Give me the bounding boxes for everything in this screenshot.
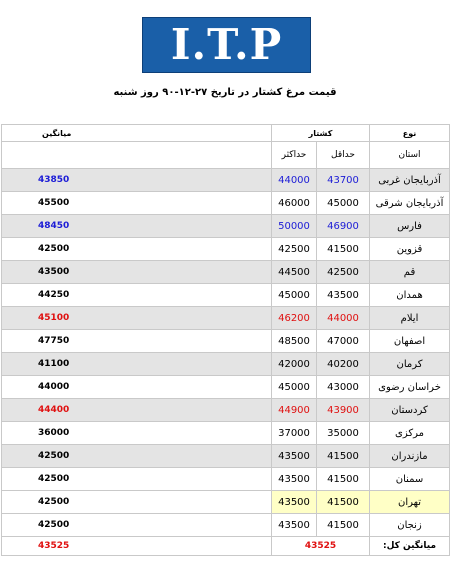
max-cell: 43500 <box>272 445 317 468</box>
table-row <box>2 491 450 514</box>
min-cell: 45000 <box>317 192 370 215</box>
subheader-empty <box>2 142 272 169</box>
header-type: نوع <box>370 125 450 142</box>
table-row <box>2 422 450 445</box>
max-cell: 46000 <box>272 192 317 215</box>
min-cell: 43500 <box>317 284 370 307</box>
min-cell: 40200 <box>317 353 370 376</box>
min-cell: 43700 <box>317 169 370 192</box>
average-cell: 47750 <box>2 330 272 353</box>
header-slaughter: کشتار <box>272 125 370 142</box>
max-cell: 45000 <box>272 284 317 307</box>
total-average-row <box>2 537 450 556</box>
min-cell: 35000 <box>317 422 370 445</box>
table-row <box>2 284 450 307</box>
province-cell: خراسان رضوی <box>370 376 450 399</box>
page-title: قیمت مرغ کشتار در تاریخ ۲۷-۱۲-۹۰ روز شنبه <box>113 87 337 98</box>
min-cell: 43900 <box>317 399 370 422</box>
max-cell: 43500 <box>272 491 317 514</box>
table-row <box>2 192 450 215</box>
table-row <box>2 399 450 422</box>
table-subheader-row <box>2 142 450 169</box>
max-cell: 45000 <box>272 376 317 399</box>
average-cell: 36000 <box>2 422 272 445</box>
average-cell: 44000 <box>2 376 272 399</box>
logo-text: I.T.P <box>170 20 283 69</box>
min-cell: 46900 <box>317 215 370 238</box>
average-cell: 42500 <box>2 238 272 261</box>
table-row <box>2 514 450 537</box>
max-cell: 44900 <box>272 399 317 422</box>
average-cell: 42500 <box>2 468 272 491</box>
average-cell: 45500 <box>2 192 272 215</box>
province-cell: زنجان <box>370 514 450 537</box>
province-cell: فارس <box>370 215 450 238</box>
max-cell: 42500 <box>272 238 317 261</box>
province-cell: ایلام <box>370 307 450 330</box>
average-cell: 42500 <box>2 514 272 537</box>
total-average-label: میانگین کل: <box>370 537 450 556</box>
min-cell: 41500 <box>317 238 370 261</box>
max-cell: 48500 <box>272 330 317 353</box>
table-row <box>2 376 450 399</box>
header-average: میانگین <box>2 125 272 142</box>
header-max: حداکثر <box>272 142 317 169</box>
min-cell: 44000 <box>317 307 370 330</box>
header-min: حداقل <box>317 142 370 169</box>
province-cell: همدان <box>370 284 450 307</box>
table-row <box>2 353 450 376</box>
min-cell: 41500 <box>317 514 370 537</box>
province-cell: قزوین <box>370 238 450 261</box>
table-row <box>2 307 450 330</box>
province-cell: مازندران <box>370 445 450 468</box>
max-cell: 43500 <box>272 514 317 537</box>
table-row <box>2 261 450 284</box>
header-provinces: استان <box>370 142 450 169</box>
average-cell: 45100 <box>2 307 272 330</box>
min-cell: 42500 <box>317 261 370 284</box>
table-header-row <box>2 125 450 142</box>
province-cell: آذربایجان غربی <box>370 169 450 192</box>
table-row <box>2 445 450 468</box>
province-cell: تهران <box>370 491 450 514</box>
table-row <box>2 330 450 353</box>
province-cell: آذربایجان شرقی <box>370 192 450 215</box>
table-row <box>2 169 450 192</box>
min-cell: 41500 <box>317 468 370 491</box>
table-row <box>2 215 450 238</box>
province-cell: کرمان <box>370 353 450 376</box>
average-cell: 43850 <box>2 169 272 192</box>
price-table <box>1 124 450 556</box>
max-cell: 43500 <box>272 468 317 491</box>
max-cell: 37000 <box>272 422 317 445</box>
average-cell: 42500 <box>2 445 272 468</box>
average-cell: 44250 <box>2 284 272 307</box>
min-cell: 47000 <box>317 330 370 353</box>
average-cell: 44400 <box>2 399 272 422</box>
max-cell: 44500 <box>272 261 317 284</box>
total-average-cell: 43525 <box>2 537 272 556</box>
min-cell: 41500 <box>317 445 370 468</box>
table-row <box>2 238 450 261</box>
province-cell: قم <box>370 261 450 284</box>
max-cell: 42000 <box>272 353 317 376</box>
max-cell: 46200 <box>272 307 317 330</box>
total-middle-cell: 43525 <box>272 537 370 556</box>
province-cell: سمنان <box>370 468 450 491</box>
province-cell: اصفهان <box>370 330 450 353</box>
average-cell: 43500 <box>2 261 272 284</box>
min-cell: 41500 <box>317 491 370 514</box>
province-cell: کردستان <box>370 399 450 422</box>
table-row <box>2 468 450 491</box>
province-cell: مرکزی <box>370 422 450 445</box>
min-cell: 43000 <box>317 376 370 399</box>
max-cell: 44000 <box>272 169 317 192</box>
max-cell: 50000 <box>272 215 317 238</box>
average-cell: 42500 <box>2 491 272 514</box>
average-cell: 48450 <box>2 215 272 238</box>
itp-logo <box>142 17 311 73</box>
average-cell: 41100 <box>2 353 272 376</box>
